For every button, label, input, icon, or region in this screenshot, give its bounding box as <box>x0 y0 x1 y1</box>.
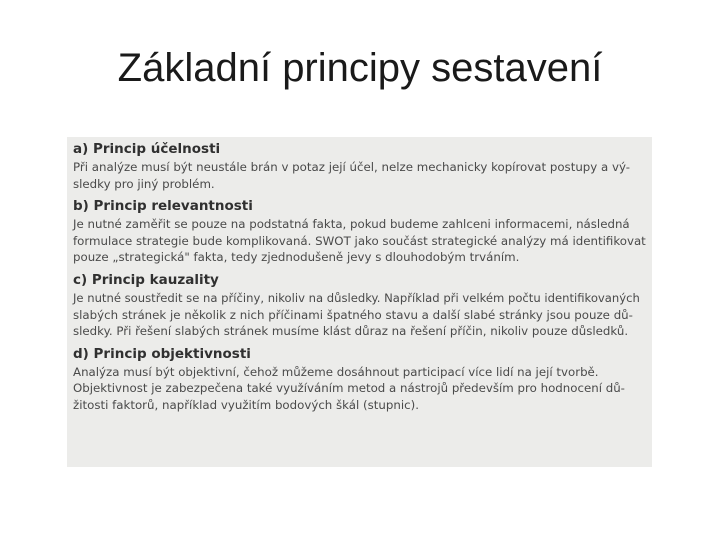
paragraph-line: Je nutné soustředit se na příčiny, nikoliv na důsledky. Například při velkém počtu identifikovaných <box>73 290 640 305</box>
paragraph-line: Je nutné zaměřit se pouze na podstatná fakta, pokud budeme zahlceni informacemi, následná <box>73 217 630 232</box>
paragraph-line: Při analýze musí být neustále brán v potaz její účel, nelze mechanicky kopírovat postupy a vý- <box>73 160 631 174</box>
section-heading: b) Princip relevantnosti <box>73 198 253 215</box>
slide-title: Základní principy sestavení <box>117 46 603 90</box>
paragraph-line: slabých stránek je několik z nich příčinami špatného stavu a další slabé stránky jsou pouze dů- <box>73 307 633 322</box>
paragraph-line: Analýza musí být objektivní, čehož můžeme dosáhnout participací více lidí na její tvorbě. <box>73 364 599 379</box>
section-paragraph <box>73 290 646 340</box>
paragraph-line: sledky. Při řešení slabých stránek musíme klást důraz na řešení příčin, nikoliv pouze důsledků. <box>73 324 629 339</box>
paragraph-line: Objektivnost je zabezpečena také využíváním metod a nástrojů především pro hodnocení dů- <box>73 381 625 396</box>
section-heading: d) Princip objektivnosti <box>73 345 251 362</box>
section-heading: c) Princip kauzality <box>73 271 219 288</box>
section-paragraph <box>73 364 646 414</box>
paragraph-line: žitosti faktorů, například využitím bodových škál (stupnic). <box>73 397 419 412</box>
section-principle-causality <box>73 271 646 340</box>
section-heading: a) Princip účelnosti <box>73 141 221 157</box>
section-principle-purposefulness <box>73 140 646 192</box>
paragraph-line: sledky pro jiný problém. <box>73 176 215 191</box>
section-principle-relevance <box>73 197 646 266</box>
paragraph-line: pouze „strategická" fakta, tedy zjednodušeně jevy s dlouhodobým trváním. <box>73 250 520 265</box>
scanned-text-image <box>67 137 652 467</box>
section-principle-objectivity <box>73 345 646 414</box>
paragraph-line: formulace strategie bude komplikovaná. SWOT jako součást strategické analýzy má identifikovat <box>73 233 646 248</box>
section-paragraph <box>73 216 646 266</box>
section-paragraph <box>73 159 646 192</box>
